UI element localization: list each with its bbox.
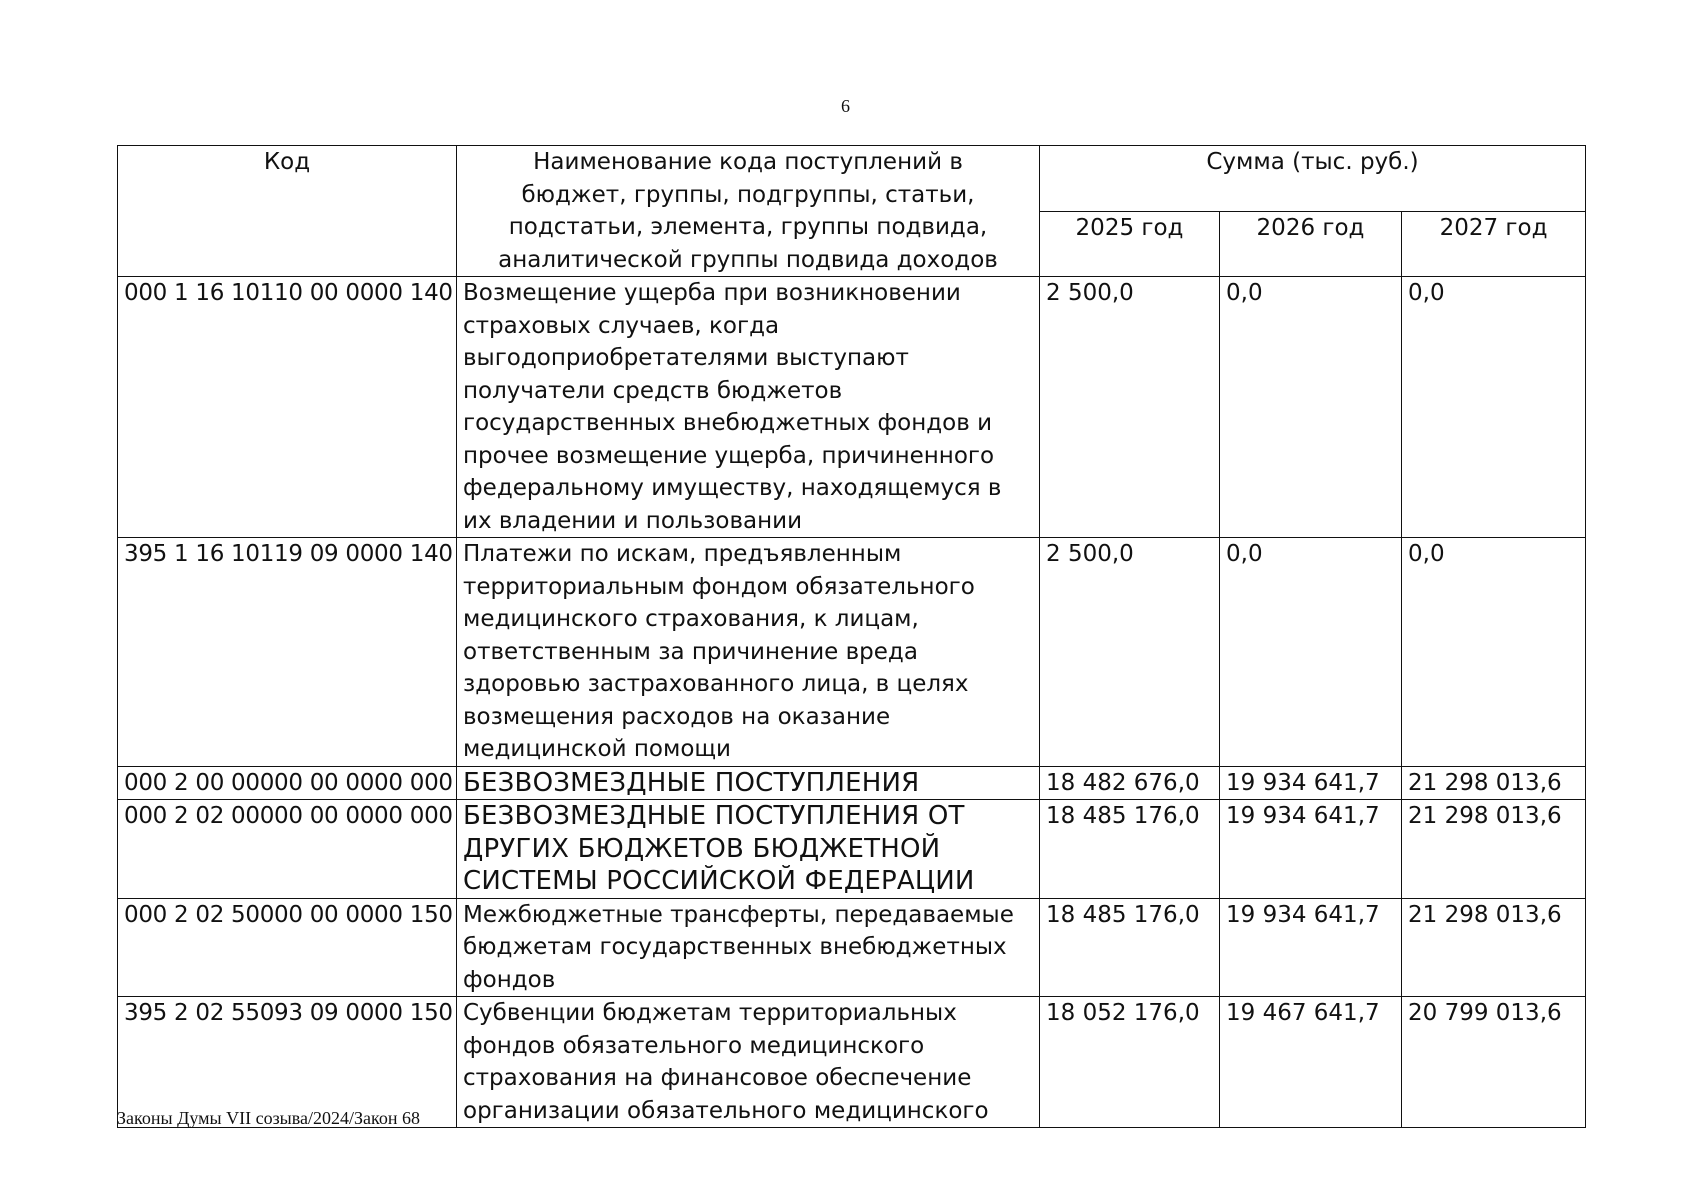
row-amount-2027: 0,0 — [1402, 277, 1586, 538]
row-amount-2025: 2 500,0 — [1040, 538, 1220, 767]
row-amount-2027: 21 298 013,6 — [1402, 800, 1586, 899]
row-amount-2027: 0,0 — [1402, 538, 1586, 767]
row-name: Субвенции бюджетам территориальных фондов обязательного медицинского страхования на финансовое обеспечение организации обязательного медицинского — [457, 997, 1040, 1128]
row-amount-2026: 19 934 641,7 — [1220, 800, 1402, 899]
page-number: 6 — [841, 96, 850, 116]
row-amount-2025: 18 485 176,0 — [1040, 800, 1220, 899]
revenue-table — [117, 145, 1586, 1128]
header-sum: Сумма (тыс. руб.) — [1040, 146, 1586, 212]
table-row — [118, 898, 1586, 997]
header-code: Код — [118, 146, 457, 277]
row-amount-2025: 18 485 176,0 — [1040, 898, 1220, 997]
document-footer: Законы Думы VII созыва/2024/Закон 68 — [117, 1108, 420, 1128]
row-name: Платежи по искам, предъявленным территориальным фондом обязательного медицинского страхования, к лицам, ответственным за причинение вреда здоровью застрахованного лица, в целях возмещения расходов на оказание медицинской помощи — [457, 538, 1040, 767]
table-row — [118, 800, 1586, 899]
row-code: 000 2 02 00000 00 0000 000 — [118, 800, 457, 899]
row-amount-2026: 19 934 641,7 — [1220, 898, 1402, 997]
table-row — [118, 766, 1586, 800]
header-year-2025: 2025 год — [1040, 211, 1220, 277]
row-name: БЕЗВОЗМЕЗДНЫЕ ПОСТУПЛЕНИЯ — [457, 766, 1040, 800]
row-amount-2025: 18 482 676,0 — [1040, 766, 1220, 800]
row-code: 000 2 00 00000 00 0000 000 — [118, 766, 457, 800]
row-name: Возмещение ущерба при возникновении страховых случаев, когда выгодоприобретателями выступают получатели средств бюджетов государственных внебюджетных фондов и прочее возмещение ущерба, причиненного федеральному имуществу, находящемуся в их владении и пользовании — [457, 277, 1040, 538]
row-amount-2025: 2 500,0 — [1040, 277, 1220, 538]
header-year-2026: 2026 год — [1220, 211, 1402, 277]
row-amount-2026: 0,0 — [1220, 277, 1402, 538]
table-row — [118, 277, 1586, 538]
row-code: 000 1 16 10110 00 0000 140 — [118, 277, 457, 538]
row-amount-2027: 20 799 013,6 — [1402, 997, 1586, 1128]
row-code: 000 2 02 50000 00 0000 150 — [118, 898, 457, 997]
row-name: БЕЗВОЗМЕЗДНЫЕ ПОСТУПЛЕНИЯ ОТ ДРУГИХ БЮДЖЕТОВ БЮДЖЕТНОЙ СИСТЕМЫ РОССИЙСКОЙ ФЕДЕРАЦИИ — [457, 800, 1040, 899]
header-name: Наименование кода поступлений в бюджет, группы, подгруппы, статьи, подстатьи, элемента, группы подвида, аналитической группы подвида доходов — [457, 146, 1040, 277]
row-amount-2026: 19 467 641,7 — [1220, 997, 1402, 1128]
row-code: 395 1 16 10119 09 0000 140 — [118, 538, 457, 767]
table-row — [118, 538, 1586, 767]
table-header-row — [118, 146, 1586, 212]
header-year-2027: 2027 год — [1402, 211, 1586, 277]
row-amount-2026: 19 934 641,7 — [1220, 766, 1402, 800]
row-amount-2026: 0,0 — [1220, 538, 1402, 767]
row-amount-2027: 21 298 013,6 — [1402, 766, 1586, 800]
row-amount-2025: 18 052 176,0 — [1040, 997, 1220, 1128]
row-amount-2027: 21 298 013,6 — [1402, 898, 1586, 997]
row-code: 395 2 02 55093 09 0000 150 — [118, 997, 457, 1128]
row-name: Межбюджетные трансферты, передаваемые бюджетам государственных внебюджетных фондов — [457, 898, 1040, 997]
